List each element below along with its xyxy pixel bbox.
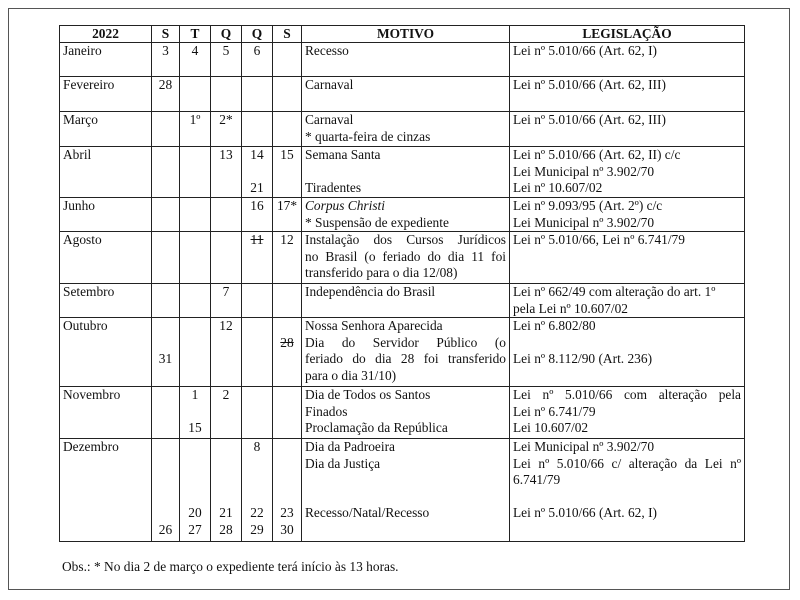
spacer <box>214 472 238 489</box>
day-cell <box>152 198 180 232</box>
spacer <box>183 404 207 421</box>
day-cell <box>152 387 180 439</box>
motivo-cell <box>302 147 510 198</box>
motivo-text: Instalação dos Cursos Jurídicos <box>305 232 506 247</box>
day-cell <box>273 112 302 147</box>
day-cell: 5 <box>211 43 242 77</box>
motivo-cell <box>302 318 510 387</box>
table-row <box>60 232 745 284</box>
weekday-header: Q <box>242 26 273 43</box>
spacer <box>276 439 298 456</box>
legislacao-cell <box>510 439 745 542</box>
legislacao-text: Lei Municipal nº 3.902/70 <box>513 163 655 179</box>
motivo-text: Recesso/Natal/Recesso <box>305 505 430 520</box>
month-cell: Fevereiro <box>60 77 152 112</box>
day-cell: 15 <box>273 147 302 198</box>
motivo-cell <box>302 198 510 232</box>
struck-day-number: 28 <box>280 334 294 350</box>
day-number: 22 <box>250 505 264 520</box>
legislacao-cell <box>510 77 745 112</box>
legislacao-text: Lei nº 5.010/66 (Art. 62, III) <box>513 112 666 127</box>
spacer <box>183 439 207 456</box>
spacer <box>155 505 176 522</box>
legislacao-cell <box>510 147 745 198</box>
table-header-row <box>60 26 745 43</box>
motivo-text: Recesso <box>305 43 349 58</box>
day-number: 8 <box>253 439 261 454</box>
spacer <box>276 456 298 473</box>
spacer <box>155 456 176 473</box>
day-cell <box>180 198 211 232</box>
month-cell: Novembro <box>60 387 152 439</box>
day-cell <box>180 284 211 318</box>
motivo-text: Corpus Christi <box>305 198 385 213</box>
motivo-text: Independência do Brasil <box>305 284 436 299</box>
motivo-text: Carnaval <box>305 112 354 127</box>
spacer <box>155 335 176 352</box>
month-cell: Dezembro <box>60 439 152 542</box>
spacer <box>183 489 207 506</box>
day-cell: 6 <box>242 43 273 77</box>
motivo-cell <box>302 439 510 542</box>
day-cell <box>242 439 273 542</box>
day-number: 23 <box>280 505 294 520</box>
day-cell: 2 <box>211 387 242 439</box>
legislacao-cell <box>510 232 745 284</box>
day-cell <box>180 147 211 198</box>
day-cell <box>242 387 273 439</box>
motivo-text: Nossa Senhora Aparecida <box>305 318 443 333</box>
day-cell <box>273 77 302 112</box>
day-cell <box>273 284 302 318</box>
spacer <box>276 489 298 506</box>
table-row <box>60 147 745 198</box>
day-cell <box>242 112 273 147</box>
motivo-cell <box>302 43 510 77</box>
motivo-text: Dia do Servidor Público (o <box>305 334 506 350</box>
motivo-text: Carnaval <box>305 77 354 92</box>
month-cell: Janeiro <box>60 43 152 77</box>
struck-day-number: 11 <box>250 232 264 247</box>
motivo-text: transferido para o dia 12/08) <box>305 265 458 280</box>
day-cell <box>152 439 180 542</box>
day-cell: 12 <box>273 232 302 284</box>
spacer <box>155 489 176 506</box>
month-cell: Outubro <box>60 318 152 387</box>
spacer <box>155 318 176 335</box>
legislacao-text: Lei nº 5.010/66 (Art. 62, III) <box>513 77 666 92</box>
day-cell <box>152 318 180 387</box>
table-row <box>60 77 745 112</box>
month-cell: Agosto <box>60 232 152 284</box>
day-cell: 13 <box>211 147 242 198</box>
spacer <box>305 489 506 506</box>
day-cell <box>211 198 242 232</box>
motivo-text: Dia da Padroeira <box>305 439 395 454</box>
motivo-cell <box>302 284 510 318</box>
table-row <box>60 112 745 147</box>
day-cell <box>152 232 180 284</box>
motivo-cell <box>302 232 510 284</box>
legislacao-text: Lei nº 5.010/66 (Art. 62, I) <box>513 505 657 520</box>
legislacao-text: Lei Municipal nº 3.902/70 <box>513 214 655 230</box>
spacer <box>183 456 207 473</box>
legislacao-text: Lei nº 8.112/90 (Art. 236) <box>513 351 653 366</box>
spacer <box>214 489 238 506</box>
legislacao-cell <box>510 43 745 77</box>
day-number: 31 <box>158 351 173 366</box>
day-number: 15 <box>188 420 202 435</box>
day-cell <box>273 43 302 77</box>
legislacao-text: Lei nº 662/49 com alteração do art. 1º <box>513 284 716 299</box>
spacer <box>183 472 207 489</box>
year-header: 2022 <box>60 26 152 43</box>
table-row <box>60 284 745 318</box>
day-cell <box>273 387 302 439</box>
day-cell <box>211 232 242 284</box>
spacer <box>276 472 298 489</box>
day-cell <box>180 77 211 112</box>
legislacao-text: Lei nº 5.010/66 com alteração pela <box>513 387 741 402</box>
legislacao-text: Lei nº 5.010/66, Lei nº 6.741/79 <box>513 232 685 247</box>
motivo-cell <box>302 387 510 439</box>
month-cell: Setembro <box>60 284 152 318</box>
table-row <box>60 439 745 542</box>
motivo-text: Dia da Justiça <box>305 455 381 471</box>
motivo-note: * quarta-feira de cinzas <box>305 128 431 144</box>
motivo-text: para o dia 31/10) <box>305 367 397 383</box>
day-cell <box>242 147 273 198</box>
holiday-table <box>59 25 745 542</box>
spacer <box>214 439 238 456</box>
day-number: 14 <box>250 147 264 162</box>
day-cell <box>242 318 273 387</box>
day-number: 21 <box>219 505 233 520</box>
day-number: 1 <box>191 387 199 402</box>
spacer <box>245 164 269 181</box>
month-cell: Abril <box>60 147 152 198</box>
legislacao-text: Lei Municipal nº 3.902/70 <box>513 439 655 454</box>
legislacao-text: Lei nº 6.741/79 <box>513 403 596 419</box>
day-cell: 28 <box>152 77 180 112</box>
month-cell: Março <box>60 112 152 147</box>
day-cell <box>242 232 273 284</box>
day-cell: 3 <box>152 43 180 77</box>
day-cell <box>211 439 242 542</box>
day-cell: 4 <box>180 43 211 77</box>
motivo-text: Semana Santa <box>305 147 381 162</box>
spacer <box>513 335 741 352</box>
legislacao-text: pela Lei nº 10.607/02 <box>513 300 628 316</box>
spacer <box>305 164 506 181</box>
legislacao-text: Lei nº 6.802/80 <box>513 318 596 333</box>
day-cell <box>273 439 302 542</box>
day-cell: 12 <box>211 318 242 387</box>
day-cell <box>152 147 180 198</box>
day-cell <box>242 77 273 112</box>
legislacao-cell <box>510 198 745 232</box>
weekday-header: S <box>273 26 302 43</box>
day-number: 27 <box>188 521 202 537</box>
motivo-cell <box>302 77 510 112</box>
observation-note: Obs.: * No dia 2 de março o expediente terá início às 13 horas. <box>62 559 399 574</box>
motivo-text: Finados <box>305 403 348 419</box>
day-cell <box>180 439 211 542</box>
motivo-text: feriado do dia 28 foi transferido <box>305 351 506 366</box>
motivo-header: MOTIVO <box>302 26 510 43</box>
day-cell <box>273 318 302 387</box>
table-row <box>60 387 745 439</box>
spacer <box>245 489 269 506</box>
day-cell: 16 <box>242 198 273 232</box>
month-cell: Junho <box>60 198 152 232</box>
day-cell <box>152 112 180 147</box>
day-cell <box>180 232 211 284</box>
motivo-text: Tiradentes <box>305 180 362 195</box>
day-cell <box>211 77 242 112</box>
day-number: 26 <box>158 521 173 537</box>
legislacao-text: Lei nº 5.010/66 (Art. 62, I) <box>513 43 657 58</box>
motivo-note: * Suspensão de expediente <box>305 214 449 230</box>
day-cell: 7 <box>211 284 242 318</box>
day-cell: 17* <box>273 198 302 232</box>
legislacao-cell <box>510 284 745 318</box>
day-number: 29 <box>250 521 264 537</box>
legislacao-text: Lei nº 10.607/02 <box>513 180 603 195</box>
spacer <box>276 318 298 335</box>
day-cell <box>242 284 273 318</box>
spacer <box>214 456 238 473</box>
spacer <box>155 472 176 489</box>
table-row <box>60 198 745 232</box>
weekday-header: S <box>152 26 180 43</box>
spacer <box>245 472 269 489</box>
day-number: 20 <box>188 505 202 520</box>
legislacao-text: Lei 10.607/02 <box>513 420 589 435</box>
motivo-text: Dia de Todos os Santos <box>305 387 431 402</box>
legislacao-cell <box>510 387 745 439</box>
spacer <box>245 456 269 473</box>
table-row <box>60 318 745 387</box>
spacer <box>513 489 741 506</box>
day-number: 30 <box>280 521 294 537</box>
weekday-header: T <box>180 26 211 43</box>
day-cell <box>180 387 211 439</box>
day-cell <box>180 318 211 387</box>
legislacao-header: LEGISLAÇÃO <box>510 26 745 43</box>
table-row <box>60 43 745 77</box>
motivo-cell <box>302 112 510 147</box>
day-cell: 1º <box>180 112 211 147</box>
legislacao-text: Lei nº 5.010/66 (Art. 62, II) c/c <box>513 147 681 162</box>
motivo-text: no Brasil (o feriado do dia 11 foi <box>305 248 506 264</box>
weekday-header: Q <box>211 26 242 43</box>
day-cell <box>152 284 180 318</box>
spacer <box>305 472 506 489</box>
legislacao-cell <box>510 112 745 147</box>
day-number: 28 <box>219 521 233 537</box>
legislacao-text: 6.741/79 <box>513 472 561 487</box>
legislacao-text: Lei nº 9.093/95 (Art. 2º) c/c <box>513 198 663 213</box>
day-cell: 2* <box>211 112 242 147</box>
motivo-text: Proclamação da República <box>305 420 448 435</box>
day-number: 21 <box>250 180 264 195</box>
spacer <box>155 439 176 456</box>
legislacao-cell <box>510 318 745 387</box>
legislacao-text: Lei nº 5.010/66 c/ alteração da Lei nº <box>513 455 741 471</box>
